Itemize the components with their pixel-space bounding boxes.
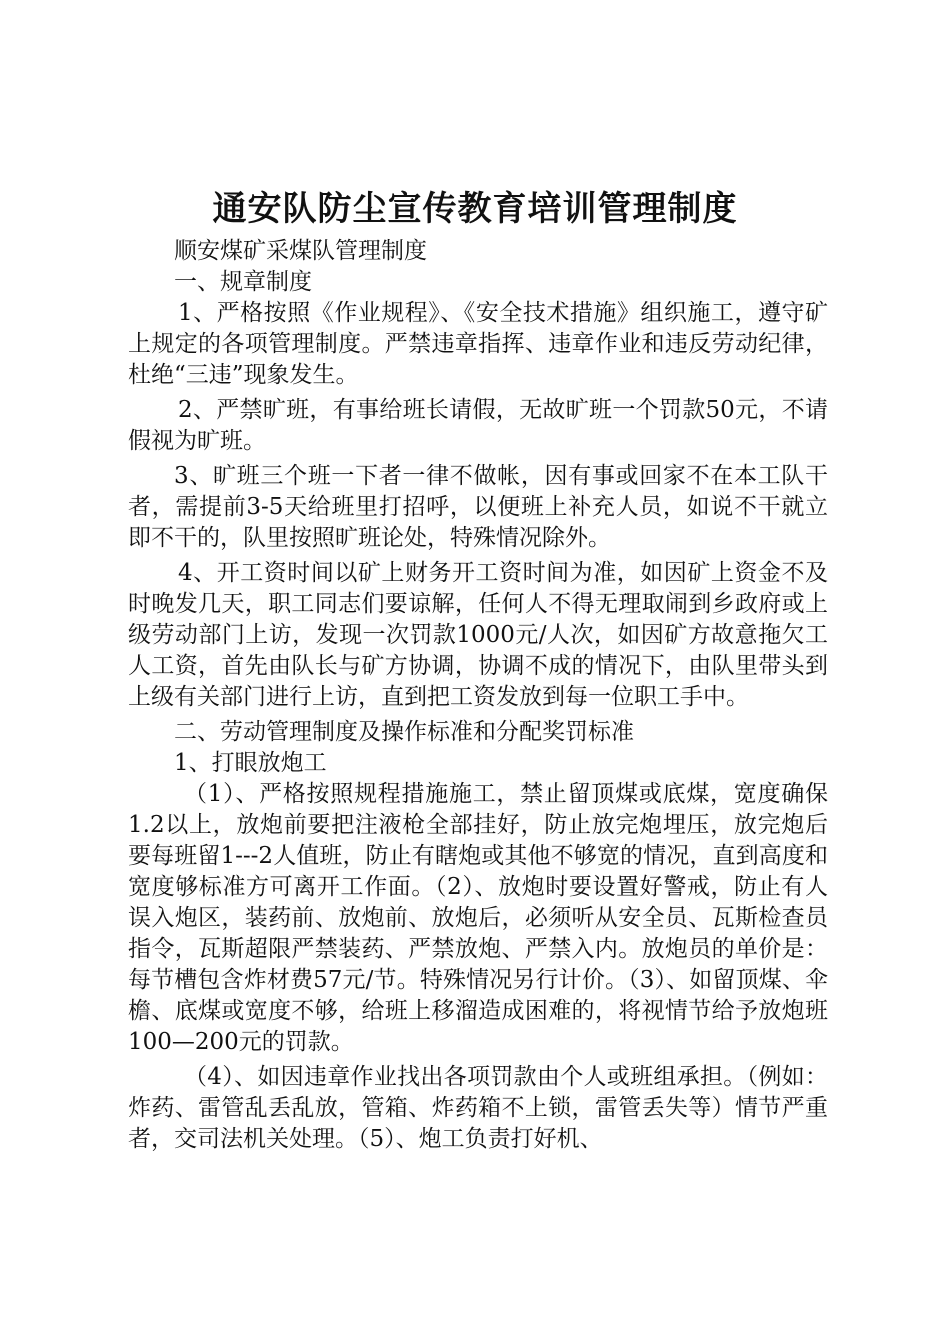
paragraph-item-1: 1、严格按照《作业规程》、《安全技术措施》组织施工，遵守矿上规定的各项管理制度。严禁违章指挥、违章作业和违反劳动纪律，杜绝“三违”现象发生。 xyxy=(128,300,828,388)
paragraph-item-4: 4、开工资时间以矿上财务开工资时间为准，如因矿上资金不及时晚发几天，职工同志们要谅解，任何人不得无理取闹到乡政府或上级劳动部门上访，发现一次罚款1000元/人次，如因矿方故意拖欠工人工资，首先由队长与矿方协调，协调不成的情况下，由队里带头到上级有关部门进行上访，直到把工资发放到每一位职工手中。 xyxy=(128,560,828,710)
paragraph-penalty-rules: （4）、如因违章作业找出各项罚款由个人或班组承担。（例如：炸药、雷管乱丢乱放，管箱、炸药箱不上锁，雷管丢失等）情节严重者，交司法机关处理。（5）、炮工负责打好机、 xyxy=(128,1064,828,1152)
paragraph-subheading: 1、打眼放炮工 xyxy=(174,750,327,776)
document-title: 通安队防尘宣传教育培训管理制度 xyxy=(212,189,738,229)
paragraph-item-2: 2、严禁旷班，有事给班长请假，无故旷班一个罚款50元，不请假视为旷班。 xyxy=(128,397,828,454)
paragraph-section-heading: 一、规章制度 xyxy=(174,269,312,295)
paragraph-subtitle: 顺安煤矿采煤队管理制度 xyxy=(174,238,427,264)
paragraph-section-heading: 二、劳动管理制度及操作标准和分配奖罚标准 xyxy=(174,719,634,745)
paragraph-blasting-rules: （1）、严格按照规程措施施工，禁止留顶煤或底煤，宽度确保1.2以上，放炮前要把注液枪全部挂好，防止放完炮埋压，放完炮后要每班留1---2人值班，防止有瞎炮或其他不够宽的情况，直到高度和宽度够标准方可离开工作面。（2）、放炮时要设置好警戒，防止有人误入炮区，装药前、放炮前、放炮后，必须听从安全员、瓦斯检查员指令，瓦斯超限严禁装药、严禁放炮、严禁入内。放炮员的单价是：每节槽包含炸材费57元/节。特殊情况另行计价。（3）、如留顶煤、伞檐、底煤或宽度不够，给班上移溜造成困难的，将视情节给予放炮班100—200元的罚款。 xyxy=(128,781,828,1055)
document-body xyxy=(128,236,828,1155)
paragraph-item-3: 3、旷班三个班一下者一律不做帐，因有事或回家不在本工队干者，需提前3-5天给班里打招呼，以便班上补充人员，如说不干就立即不干的，队里按照旷班论处，特殊情况除外。 xyxy=(128,463,828,551)
